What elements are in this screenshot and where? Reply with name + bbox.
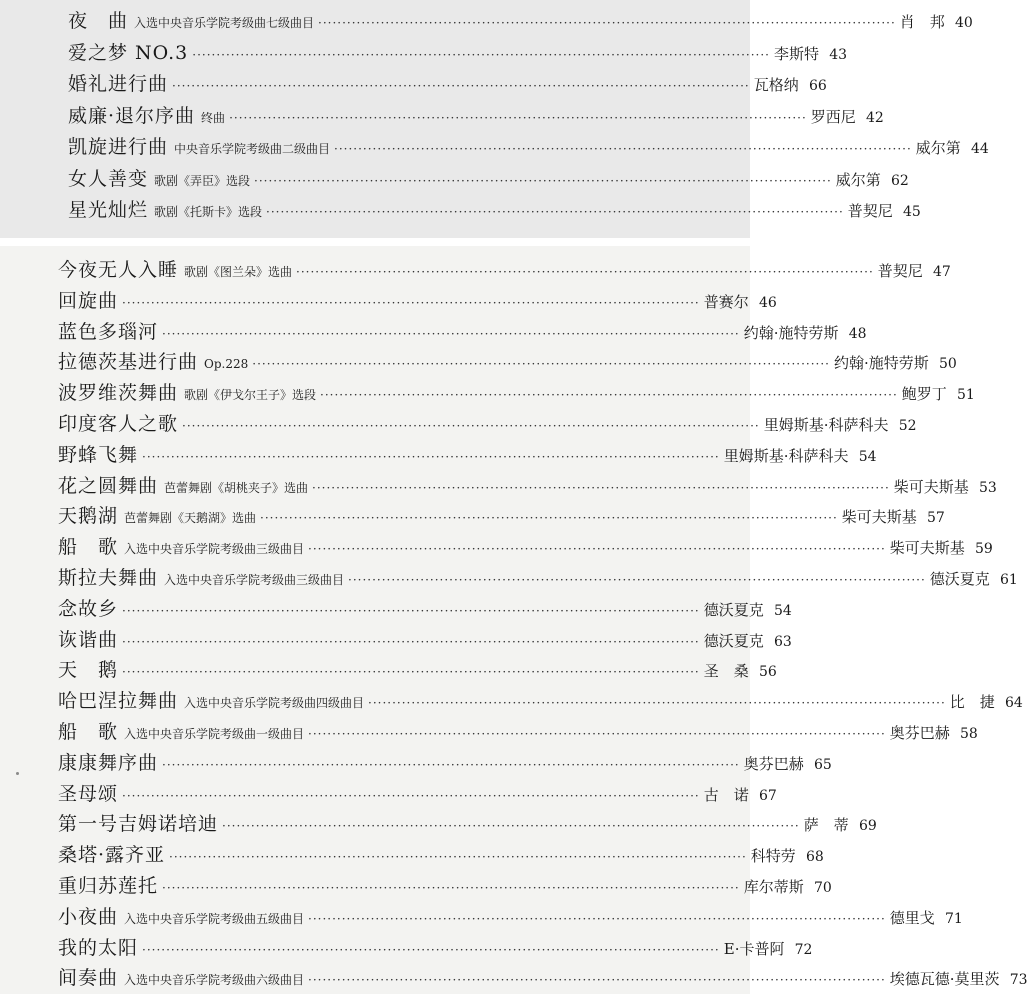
- entry-composer: 里姆斯基·科萨科夫: [723, 446, 849, 465]
- dot-leader: ························································································································: [182, 419, 760, 433]
- entry-page-number: 63: [773, 633, 792, 650]
- entry-page-number: 64: [1004, 695, 1023, 712]
- dot-leader: ························································································································: [308, 911, 886, 926]
- entry-page-number: 61: [999, 572, 1018, 588]
- entry-page-number: 71: [944, 910, 963, 927]
- entry-note: 歌剧《图兰朵》选曲: [184, 265, 293, 279]
- toc-entry: [0, 532, 993, 562]
- entry-title: 天鹅湖: [58, 505, 119, 528]
- entry-composer: 鲍罗丁: [901, 385, 947, 404]
- dot-leader: ························································································································: [254, 173, 832, 188]
- toc-entry: [0, 132, 989, 162]
- entry-page-number: 68: [805, 849, 824, 866]
- entry-title: 第一号吉姆诺培迪: [58, 813, 219, 836]
- toc-entry: [0, 286, 777, 316]
- entry-title: 夜 曲: [68, 10, 129, 32]
- entry-page-number: 62: [890, 172, 909, 189]
- entry-composer: 德里戈: [889, 908, 935, 927]
- entry-title: 小夜曲: [58, 905, 119, 928]
- entry-page-number: 66: [808, 78, 827, 94]
- entry-note: 芭蕾舞剧《天鹅湖》选曲: [124, 511, 257, 526]
- toc-entry: [0, 501, 945, 531]
- entry-composer: 库尔蒂斯: [743, 878, 804, 896]
- dot-leader: ························································································································: [252, 357, 830, 372]
- entry-page-number: 43: [829, 46, 848, 63]
- entry-note: 入选中央音乐学院考级曲五级曲目: [124, 911, 305, 926]
- toc-entry: [0, 871, 832, 901]
- dot-leader: ························································································································: [229, 110, 807, 125]
- entry-page-number: 65: [813, 756, 832, 773]
- toc-top-section: [0, 0, 989, 238]
- dot-leader: ························································································································: [348, 573, 926, 587]
- toc-entry: [0, 164, 909, 194]
- entry-composer: 瓦格纳: [753, 76, 799, 94]
- dot-leader: ························································································································: [122, 665, 700, 680]
- entry-composer: 萨 蒂: [803, 816, 849, 835]
- entry-composer: 奥芬巴赫: [743, 754, 804, 773]
- dot-leader: ························································································································: [192, 47, 770, 62]
- entry-composer: 德沃夏克: [703, 631, 764, 650]
- dot-leader: ························································································································: [308, 727, 886, 741]
- entry-note: 歌剧《伊戈尔王子》选段: [184, 388, 317, 403]
- toc-entry: [0, 317, 867, 347]
- dot-leader: ························································································································: [162, 326, 740, 341]
- entry-page-number: 51: [956, 387, 975, 404]
- entry-title: 斯拉夫舞曲: [58, 567, 159, 589]
- entry-note: 歌剧《托斯卡》选段: [154, 205, 263, 219]
- toc-entry: [0, 902, 963, 932]
- entry-page-number: 54: [773, 602, 792, 619]
- entry-composer: 约翰·施特劳斯: [834, 354, 929, 373]
- entry-note: 入选中央音乐学院考级曲一级曲目: [124, 727, 305, 741]
- dot-leader: ························································································································: [162, 881, 740, 895]
- entry-note: Op.228: [204, 357, 249, 372]
- entry-page-number: 72: [794, 941, 813, 958]
- entry-composer: 普契尼: [847, 202, 893, 220]
- entry-title: 星光灿烂: [68, 199, 149, 221]
- dot-leader: ························································································································: [318, 16, 896, 30]
- entry-composer: 埃德瓦德·莫里茨: [889, 970, 1000, 989]
- entry-page-number: 57: [926, 510, 945, 527]
- dot-leader: ························································································································: [142, 449, 720, 464]
- toc-entry: [0, 69, 827, 99]
- toc-entry: [0, 471, 997, 501]
- toc-entry: [0, 717, 978, 747]
- entry-page-number: 70: [813, 880, 832, 896]
- entry-page-number: 56: [758, 664, 777, 681]
- toc-entry: [0, 686, 1023, 716]
- entry-note: 入选中央音乐学院考级曲三级曲目: [164, 573, 345, 587]
- toc-entry: [0, 779, 777, 809]
- dot-leader: ························································································································: [320, 388, 898, 403]
- entry-page-number: 52: [898, 418, 917, 434]
- dot-leader: ························································································································: [266, 205, 844, 219]
- dot-leader: ························································································································: [169, 850, 747, 865]
- dot-leader: ························································································································: [122, 788, 700, 803]
- entry-title: 爱之梦 NO.3: [68, 41, 189, 64]
- section-gap: [0, 238, 750, 246]
- toc-entry: [0, 255, 951, 285]
- entry-page-number: 73: [1009, 972, 1028, 989]
- entry-page-number: 69: [858, 818, 877, 835]
- entry-composer: 比 捷: [949, 693, 995, 712]
- dot-leader: ························································································································: [222, 819, 800, 834]
- dot-leader: ························································································································: [308, 973, 886, 988]
- entry-note: 终曲: [201, 110, 226, 125]
- dot-leader: ························································································································: [334, 142, 912, 156]
- entry-composer: 普契尼: [877, 262, 923, 280]
- entry-title: 天 鹅: [58, 659, 119, 682]
- entry-composer: 奥芬巴赫: [889, 724, 950, 742]
- entry-title: 重归苏莲托: [58, 875, 159, 897]
- toc-entry: [0, 347, 957, 377]
- entry-title: 桑塔·露齐亚: [58, 844, 166, 867]
- toc-entry: [0, 963, 1028, 993]
- toc-entry: [0, 38, 848, 68]
- dot-leader: ························································································································: [172, 79, 750, 93]
- entry-page-number: 47: [932, 264, 951, 280]
- entry-title: 念故乡: [58, 597, 119, 620]
- toc-entry: [0, 409, 917, 439]
- entry-note: 入选中央音乐学院考级曲三级曲目: [124, 542, 305, 557]
- toc-entry: [0, 101, 884, 131]
- toc-entry: [0, 440, 877, 470]
- entry-composer: 柴可夫斯基: [893, 477, 969, 496]
- dot-leader: ························································································································: [308, 542, 886, 557]
- entry-page-number: 58: [959, 726, 978, 742]
- entry-note: 入选中央音乐学院考级曲四级曲目: [184, 696, 365, 711]
- dot-leader: ························································································································: [368, 696, 946, 711]
- entry-page-number: 50: [938, 356, 957, 373]
- entry-title: 威廉·退尔序曲: [68, 104, 196, 127]
- entry-composer: 约翰·施特劳斯: [743, 323, 839, 342]
- toc-entry: [0, 748, 832, 778]
- entry-page-number: 54: [858, 448, 877, 465]
- entry-title: 花之圆舞曲: [58, 474, 159, 497]
- entry-composer: 德沃夏克: [929, 570, 990, 588]
- entry-composer: 里姆斯基·科萨科夫: [763, 416, 889, 434]
- dot-leader: ························································································································: [260, 511, 838, 526]
- dot-leader: ························································································································: [122, 603, 700, 618]
- entry-composer: E·卡普阿: [723, 939, 785, 958]
- entry-title: 间奏曲: [58, 967, 119, 990]
- dot-leader: ························································································································: [312, 480, 890, 495]
- entry-title: 拉德茨基进行曲: [58, 351, 199, 374]
- entry-page-number: 45: [902, 204, 921, 220]
- entry-title: 我的太阳: [58, 936, 139, 959]
- entry-note: 歌剧《弄臣》选段: [154, 173, 251, 188]
- entry-title: 回旋曲: [58, 289, 119, 312]
- toc-entry: [0, 594, 792, 624]
- entry-composer: 罗西尼: [810, 107, 856, 126]
- entry-page-number: 40: [954, 15, 973, 31]
- entry-page-number: 44: [970, 141, 989, 157]
- toc-bottom-section: [0, 246, 1028, 994]
- entry-title: 船 歌: [58, 721, 119, 743]
- entry-composer: 柴可夫斯基: [841, 508, 917, 527]
- entry-title: 印度客人之歌: [58, 413, 179, 435]
- entry-composer: 圣 桑: [703, 662, 749, 681]
- entry-composer: 威尔第: [835, 170, 881, 189]
- toc-entry: [0, 655, 777, 685]
- toc-entry: [0, 625, 792, 655]
- entry-title: 野蜂飞舞: [58, 443, 139, 466]
- entry-composer: 德沃夏克: [703, 600, 764, 619]
- entry-composer: 肖 邦: [899, 13, 945, 31]
- entry-title: 康康舞序曲: [58, 751, 159, 774]
- entry-title: 婚礼进行曲: [68, 73, 169, 95]
- entry-title: 波罗维茨舞曲: [58, 382, 179, 405]
- toc-entry: [0, 809, 877, 839]
- entry-composer: 古 诺: [703, 785, 749, 804]
- entry-page-number: 48: [848, 325, 867, 342]
- dot-leader: ························································································································: [162, 757, 740, 772]
- entry-composer: 科特劳: [750, 847, 796, 866]
- toc-entry: [0, 563, 1018, 593]
- entry-title: 女人善变: [68, 167, 149, 190]
- entry-title: 圣母颂: [58, 782, 119, 805]
- entry-title: 哈巴涅拉舞曲: [58, 690, 179, 713]
- entry-page-number: 53: [978, 479, 997, 496]
- entry-page-number: 46: [758, 294, 777, 311]
- entry-title: 船 歌: [58, 536, 119, 559]
- toc-entry: [0, 6, 973, 36]
- entry-composer: 普赛尔: [703, 292, 749, 311]
- dot-leader: ························································································································: [122, 295, 700, 310]
- entry-note: 芭蕾舞剧《胡桃夹子》选曲: [164, 480, 309, 495]
- paper-speck: [16, 772, 19, 775]
- dot-leader: ························································································································: [296, 265, 874, 279]
- entry-page-number: 42: [865, 109, 884, 126]
- entry-composer: 柴可夫斯基: [889, 539, 965, 558]
- toc-entry: [0, 840, 824, 870]
- entry-title: 今夜无人入睡: [58, 259, 179, 281]
- entry-title: 凯旋进行曲: [68, 136, 169, 158]
- entry-note: 入选中央音乐学院考级曲六级曲目: [124, 973, 305, 988]
- entry-composer: 李斯特: [774, 44, 820, 63]
- dot-leader: ························································································································: [142, 942, 720, 957]
- toc-entry: [0, 933, 813, 963]
- entry-note: 中央音乐学院考级曲二级曲目: [174, 142, 331, 156]
- entry-page-number: 59: [974, 541, 993, 558]
- toc-entry: [0, 378, 975, 408]
- entry-note: 入选中央音乐学院考级曲七级曲目: [134, 16, 315, 30]
- entry-title: 蓝色多瑙河: [58, 320, 159, 343]
- entry-page-number: 67: [758, 787, 777, 804]
- dot-leader: ························································································································: [122, 634, 700, 649]
- entry-composer: 威尔第: [915, 139, 961, 157]
- toc-entry: [0, 195, 921, 225]
- entry-title: 诙谐曲: [58, 628, 119, 651]
